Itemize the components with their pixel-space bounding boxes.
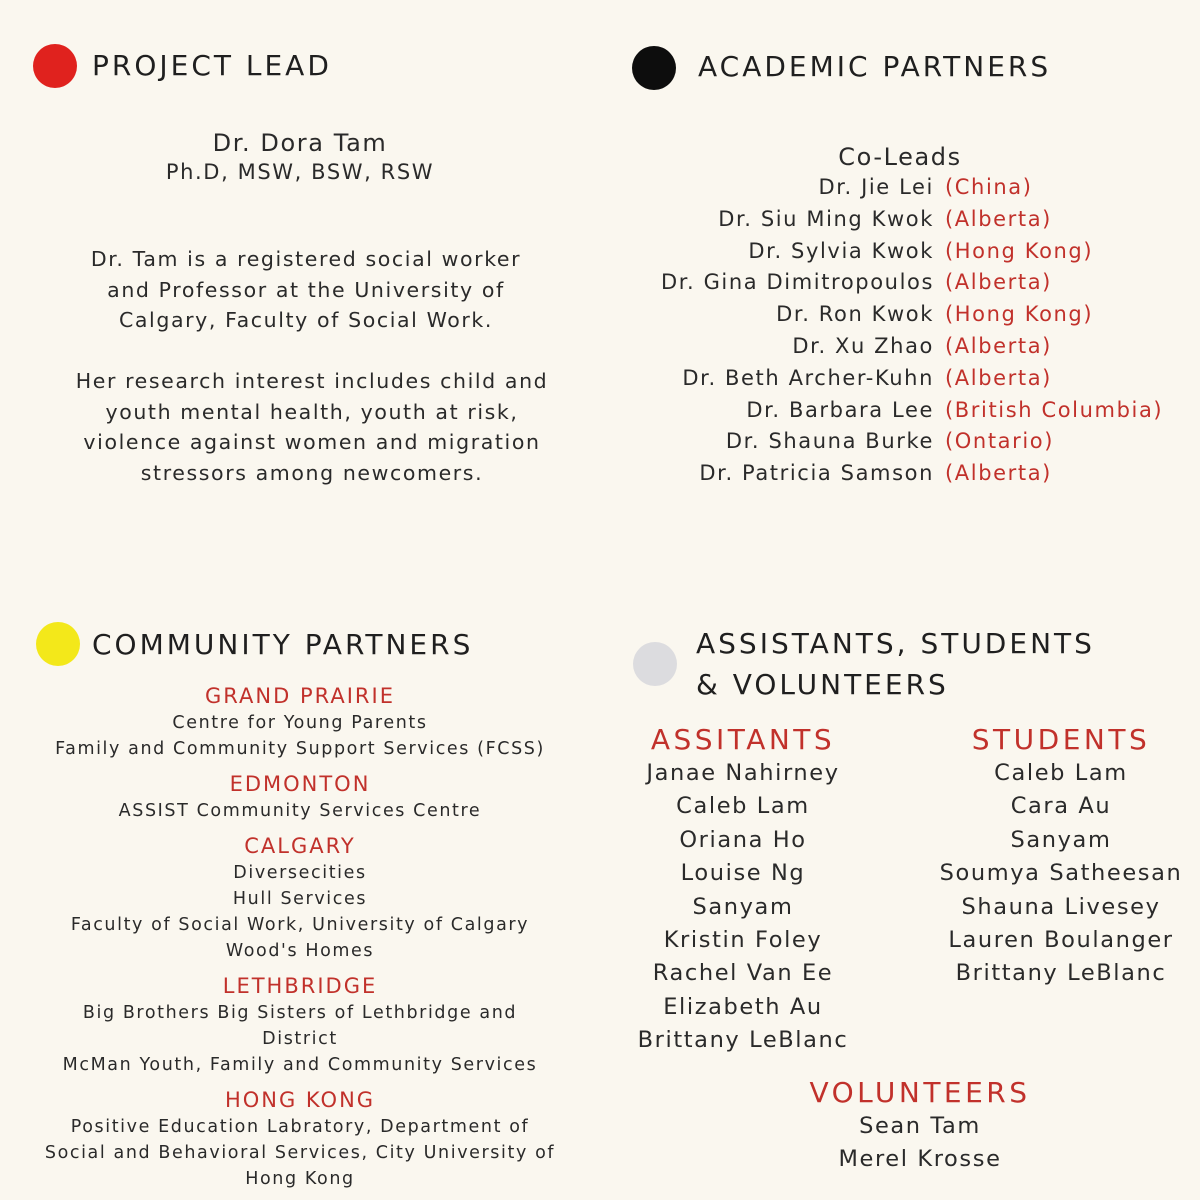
assistants-column: [618, 723, 868, 1058]
org-name: Big Brothers Big Sisters of Lethbridge and: [82, 1003, 518, 1023]
team-heading-line2: & VOLUNTEERS: [696, 668, 949, 701]
partner-group-calgary: [0, 832, 600, 964]
bio-line: Dr. Tam is a registered social worker: [90, 247, 522, 271]
student-name: Brittany LeBlanc: [955, 960, 1167, 987]
academic-partner-row: [0, 458, 1200, 490]
partner-region: (Hong Kong): [945, 302, 1094, 327]
black-dot-icon: [632, 46, 676, 90]
partner-name: Dr. Ron Kwok: [776, 302, 934, 327]
students-column: [922, 723, 1200, 991]
org-name: ASSIST Community Services Centre: [118, 801, 482, 821]
org-name: Diversecities: [233, 863, 367, 883]
research-line: stressors among newcomers.: [140, 461, 484, 486]
org-name: Centre for Young Parents: [172, 713, 428, 733]
partner-name: Dr. Jie Lei: [818, 175, 934, 199]
coleads-title: Co-Leads: [838, 143, 962, 171]
assistant-name: Janae Nahirney: [646, 760, 840, 786]
academic-partner-row: [0, 363, 1200, 395]
academic-partner-row: [0, 299, 1200, 331]
volunteers-column: [760, 1076, 1080, 1177]
assistant-name: Kristin Foley: [663, 927, 823, 954]
partner-name: Dr. Xu Zhao: [792, 334, 934, 358]
city-label: CALGARY: [244, 834, 356, 858]
lead-credentials: Ph.D, MSW, BSW, RSW: [165, 160, 435, 184]
partner-group-lethbridge: [0, 972, 600, 1078]
students-title: STUDENTS: [971, 723, 1151, 756]
project-lead-heading: PROJECT LEAD: [92, 49, 332, 82]
partner-region: (Hong Kong): [945, 238, 1094, 263]
partner-name: Dr. Patricia Samson: [699, 461, 934, 486]
org-name: Hong Kong: [245, 1169, 355, 1189]
partner-group-grand-prairie: [0, 682, 600, 762]
academic-partner-row: [0, 426, 1200, 458]
partner-group-edmonton: [0, 770, 600, 824]
assistant-name: Oriana Ho: [679, 826, 807, 853]
student-name: Sanyam: [1010, 826, 1112, 853]
community-partners-heading: COMMUNITY PARTNERS: [92, 628, 474, 661]
assistants-title: ASSITANTS: [650, 723, 836, 756]
city-label: EDMONTON: [229, 772, 371, 796]
partner-region: (Ontario): [945, 429, 1055, 454]
volunteer-name: Merel Krosse: [838, 1146, 1002, 1173]
bio-line: Calgary, Faculty of Social Work.: [118, 308, 494, 333]
assistant-name: Brittany LeBlanc: [637, 1027, 849, 1054]
partner-region: (Alberta): [945, 270, 1052, 295]
academic-partner-row: [0, 331, 1200, 363]
partner-name: Dr. Beth Archer-Kuhn: [682, 365, 934, 390]
partner-name: Dr. Barbara Lee: [746, 397, 934, 422]
org-name: Wood's Homes: [225, 941, 375, 961]
org-name: Hull Services: [232, 889, 368, 909]
assistant-name: Louise Ng: [680, 860, 806, 887]
student-name: Caleb Lam: [994, 760, 1128, 786]
partner-region: (China): [945, 175, 1033, 199]
team-heading-line1: ASSISTANTS, STUDENTS: [696, 627, 1095, 660]
research-line: youth mental health, youth at risk,: [105, 399, 519, 424]
city-label: GRAND PRAIRIE: [205, 684, 395, 708]
student-name: Shauna Livesey: [961, 893, 1161, 920]
partner-region: (British Columbia): [945, 397, 1164, 422]
assistant-name: Sanyam: [692, 893, 794, 920]
org-name: Faculty of Social Work, University of Calgary: [70, 915, 530, 935]
academic-partner-row: [0, 204, 1200, 236]
partner-name: Dr. Siu Ming Kwok: [718, 206, 934, 231]
volunteer-name: Sean Tam: [859, 1113, 981, 1139]
org-name: District: [262, 1029, 338, 1049]
academic-partner-row: [0, 172, 1200, 204]
community-partners-list: [0, 682, 600, 1192]
org-name: Positive Education Labratory, Department of: [70, 1117, 530, 1137]
assistant-name: Elizabeth Au: [663, 993, 823, 1020]
student-name: Soumya Satheesan: [939, 860, 1183, 887]
academic-partner-row: [0, 395, 1200, 427]
partner-name: Dr. Shauna Burke: [725, 429, 934, 454]
partner-region: (Alberta): [945, 461, 1052, 486]
academic-partner-row: [0, 236, 1200, 268]
research-line: violence against women and migration: [83, 430, 541, 455]
student-name: Cara Au: [1010, 793, 1112, 820]
city-label: LETHBRIDGE: [222, 974, 378, 998]
partner-name: Dr. Gina Dimitropoulos: [660, 270, 934, 295]
org-name: McMan Youth, Family and Community Services: [62, 1055, 538, 1075]
partner-group-hong-kong: [0, 1086, 600, 1192]
partner-region: (Alberta): [945, 365, 1052, 390]
partner-region: (Alberta): [945, 334, 1052, 358]
volunteers-title: VOLUNTEERS: [809, 1076, 1031, 1109]
partner-name: Dr. Sylvia Kwok: [748, 238, 934, 263]
city-label: HONG KONG: [224, 1088, 376, 1112]
lead-name: Dr. Dora Tam: [212, 129, 388, 157]
assistant-name: Rachel Van Ee: [652, 960, 834, 987]
academic-partners-heading: ACADEMIC PARTNERS: [698, 50, 1052, 83]
partner-region: (Alberta): [945, 206, 1052, 231]
academic-partner-row: [0, 267, 1200, 299]
org-name: Social and Behavioral Services, City University of: [44, 1143, 556, 1163]
grey-dot-icon: [633, 642, 677, 686]
red-dot-icon: [33, 44, 77, 88]
student-name: Lauren Boulanger: [948, 927, 1174, 954]
yellow-dot-icon: [36, 622, 80, 666]
bio-line: and Professor at the University of: [107, 277, 505, 302]
research-line: Her research interest includes child and: [75, 369, 549, 393]
org-name: Family and Community Support Services (FCSS): [55, 739, 545, 759]
assistant-name: Caleb Lam: [676, 793, 810, 820]
